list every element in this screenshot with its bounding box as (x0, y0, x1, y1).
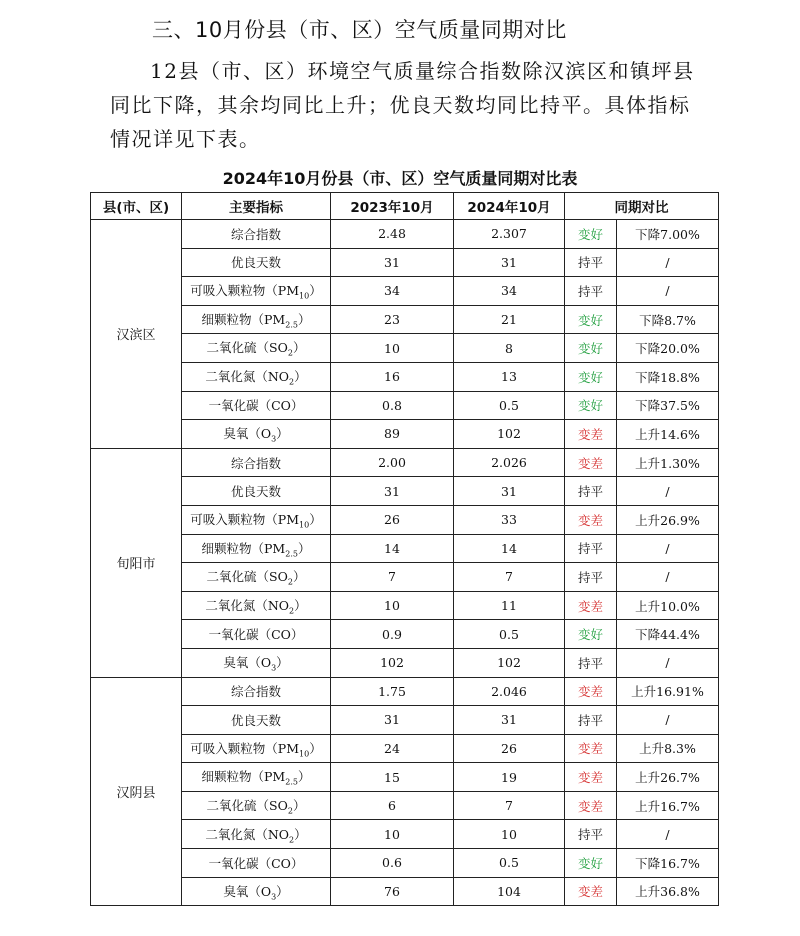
table-row (91, 706, 719, 735)
table-body (91, 220, 719, 906)
indicator-cell (182, 277, 331, 306)
value-2023: 0.6 (331, 849, 454, 878)
indicator-label: 二氧化氮（NO (205, 597, 290, 613)
indicator-cell (182, 391, 331, 420)
trend-cell: 变差 (565, 505, 617, 534)
value-2023: 16 (331, 362, 454, 391)
indicator-cell (182, 706, 331, 735)
trend-cell: 变好 (565, 620, 617, 649)
indicator-subscript: 2.5 (285, 549, 298, 559)
indicator-cell (182, 534, 331, 563)
indicator-suffix: ） (292, 340, 306, 356)
indicator-subscript: 2.5 (285, 320, 298, 330)
indicator-suffix: ） (276, 426, 289, 442)
value-2024: 13 (454, 362, 565, 391)
indicator-suffix: ） (292, 797, 306, 813)
value-2023: 31 (331, 477, 454, 506)
indicator-cell (182, 877, 331, 906)
indicator-label: 可吸入颗粒物（PM (190, 283, 299, 299)
indicator-subscript: 2.5 (285, 777, 298, 787)
value-2023: 0.8 (331, 391, 454, 420)
table-row (91, 277, 719, 306)
value-2024: 21 (454, 305, 565, 334)
indicator-subscript: 2 (289, 835, 295, 845)
indicator-label: 臭氧（O (223, 654, 272, 670)
indicator-cell (182, 448, 331, 477)
value-2024: 7 (454, 563, 565, 592)
indicator-cell (182, 362, 331, 391)
table-row (91, 763, 719, 792)
table-row (91, 248, 719, 277)
value-2024: 2.046 (454, 677, 565, 706)
change-cell: / (617, 648, 719, 677)
indicator-label: 综合指数 (230, 455, 281, 471)
indicator-label: 优良天数 (230, 712, 281, 728)
change-cell: / (617, 820, 719, 849)
trend-cell: 变好 (565, 849, 617, 878)
change-cell: 下降7.00% (617, 220, 719, 249)
trend-cell: 变差 (565, 448, 617, 477)
indicator-label: 综合指数 (230, 226, 281, 242)
header-compare: 同期对比 (565, 193, 719, 220)
indicator-suffix: ） (297, 769, 311, 785)
indicator-subscript: 2 (289, 377, 295, 387)
trend-cell: 变好 (565, 220, 617, 249)
value-2023: 10 (331, 820, 454, 849)
indicator-suffix: ） (294, 597, 307, 613)
value-2024: 7 (454, 791, 565, 820)
change-cell: 下降20.0% (617, 334, 719, 363)
indicator-label: 二氧化氮（NO (205, 826, 290, 842)
header-county: 县(市、区) (91, 193, 182, 220)
value-2024: 102 (454, 648, 565, 677)
indicator-subscript: 3 (271, 434, 277, 444)
table-row (91, 534, 719, 563)
indicator-suffix: ） (292, 569, 306, 585)
value-2024: 102 (454, 420, 565, 449)
indicator-subscript: 10 (299, 520, 310, 530)
value-2023: 31 (331, 706, 454, 735)
county-name: 汉阴县 (91, 677, 182, 906)
trend-cell: 变差 (565, 763, 617, 792)
indicator-suffix: ） (309, 511, 322, 527)
value-2023: 10 (331, 334, 454, 363)
indicator-cell (182, 791, 331, 820)
change-cell: / (617, 534, 719, 563)
change-cell: / (617, 277, 719, 306)
table-row (91, 420, 719, 449)
indicator-subscript: 2 (289, 606, 295, 616)
header-2023: 2023年10月 (331, 193, 454, 220)
value-2024: 33 (454, 505, 565, 534)
indicator-suffix: ） (276, 883, 289, 899)
table-row (91, 505, 719, 534)
county-name: 汉滨区 (91, 220, 182, 449)
change-cell: / (617, 248, 719, 277)
value-2024: 8 (454, 334, 565, 363)
table-row (91, 734, 719, 763)
indicator-suffix: ） (309, 740, 322, 756)
indicator-cell (182, 820, 331, 849)
value-2023: 89 (331, 420, 454, 449)
indicator-label: 二氧化硫（SO (206, 569, 288, 585)
table-row (91, 877, 719, 906)
table-row (91, 791, 719, 820)
trend-cell: 变好 (565, 305, 617, 334)
table-row (91, 391, 719, 420)
indicator-label: 可吸入颗粒物（PM (190, 740, 299, 756)
trend-cell: 持平 (565, 706, 617, 735)
change-cell: 上升16.7% (617, 791, 719, 820)
table-row (91, 563, 719, 592)
indicator-label: 细颗粒物（PM (201, 311, 286, 327)
table-title: 2024年10月份县（市、区）空气质量同期对比表 (222, 169, 578, 188)
change-cell: 上升10.0% (617, 591, 719, 620)
value-2023: 31 (331, 248, 454, 277)
value-2023: 24 (331, 734, 454, 763)
trend-cell: 变差 (565, 734, 617, 763)
value-2023: 76 (331, 877, 454, 906)
indicator-cell (182, 248, 331, 277)
value-2024: 31 (454, 477, 565, 506)
change-cell: / (617, 563, 719, 592)
value-2023: 15 (331, 763, 454, 792)
value-2024: 14 (454, 534, 565, 563)
table-row (91, 362, 719, 391)
value-2023: 0.9 (331, 620, 454, 649)
indicator-cell (182, 563, 331, 592)
table-row (91, 648, 719, 677)
indicator-suffix: ） (297, 311, 311, 327)
table-header-row (91, 193, 719, 220)
indicator-cell (182, 591, 331, 620)
value-2024: 31 (454, 706, 565, 735)
table-row (91, 820, 719, 849)
section-heading: 三、10月份县（市、区）空气质量同期对比 (152, 18, 567, 42)
indicator-cell (182, 334, 331, 363)
indicator-cell (182, 677, 331, 706)
indicator-cell (182, 220, 331, 249)
indicator-label: 细颗粒物（PM (201, 540, 286, 556)
value-2023: 7 (331, 563, 454, 592)
trend-cell: 持平 (565, 563, 617, 592)
value-2024: 2.026 (454, 448, 565, 477)
indicator-subscript: 10 (299, 291, 310, 301)
table-row (91, 477, 719, 506)
value-2023: 14 (331, 534, 454, 563)
value-2023: 10 (331, 591, 454, 620)
trend-cell: 变差 (565, 791, 617, 820)
change-cell: 下降16.7% (617, 849, 719, 878)
value-2024: 31 (454, 248, 565, 277)
indicator-label: 优良天数 (230, 484, 281, 500)
value-2024: 10 (454, 820, 565, 849)
value-2023: 2.48 (331, 220, 454, 249)
indicator-cell (182, 420, 331, 449)
value-2024: 19 (454, 763, 565, 792)
table-row (91, 849, 719, 878)
indicator-label: 一氧化碳（CO） (208, 855, 304, 871)
change-cell: 下降44.4% (617, 620, 719, 649)
value-2024: 11 (454, 591, 565, 620)
trend-cell: 持平 (565, 534, 617, 563)
value-2024: 0.5 (454, 391, 565, 420)
indicator-cell (182, 849, 331, 878)
indicator-label: 臭氧（O (223, 883, 272, 899)
indicator-cell (182, 648, 331, 677)
trend-cell: 变差 (565, 591, 617, 620)
indicator-label: 二氧化硫（SO (206, 797, 288, 813)
trend-cell: 变好 (565, 362, 617, 391)
value-2023: 1.75 (331, 677, 454, 706)
value-2023: 102 (331, 648, 454, 677)
county-name: 旬阳市 (91, 448, 182, 677)
air-quality-table (90, 192, 719, 906)
value-2024: 26 (454, 734, 565, 763)
value-2023: 26 (331, 505, 454, 534)
header-indicator: 主要指标 (182, 193, 331, 220)
value-2024: 104 (454, 877, 565, 906)
change-cell: 下降8.7% (617, 305, 719, 334)
indicator-cell (182, 620, 331, 649)
indicator-suffix: ） (297, 540, 311, 556)
indicator-label: 二氧化氮（NO (205, 369, 290, 385)
trend-cell: 变好 (565, 334, 617, 363)
trend-cell: 持平 (565, 820, 617, 849)
change-cell: 上升16.91% (617, 677, 719, 706)
change-cell: 上升8.3% (617, 734, 719, 763)
value-2023: 6 (331, 791, 454, 820)
indicator-label: 优良天数 (230, 255, 281, 271)
trend-cell: 变好 (565, 391, 617, 420)
table-row (91, 305, 719, 334)
table-row (91, 448, 719, 477)
indicator-label: 细颗粒物（PM (201, 769, 286, 785)
value-2023: 34 (331, 277, 454, 306)
indicator-suffix: ） (294, 369, 307, 385)
table-row (91, 591, 719, 620)
indicator-subscript: 2 (287, 348, 293, 358)
indicator-subscript: 2 (287, 577, 293, 587)
change-cell: 上升1.30% (617, 448, 719, 477)
change-cell: / (617, 706, 719, 735)
change-cell: 上升36.8% (617, 877, 719, 906)
indicator-subscript: 3 (271, 663, 277, 673)
indicator-suffix: ） (294, 826, 307, 842)
indicator-suffix: ） (309, 283, 322, 299)
indicator-cell (182, 305, 331, 334)
table-row (91, 334, 719, 363)
indicator-subscript: 3 (271, 892, 277, 902)
value-2024: 34 (454, 277, 565, 306)
indicator-cell (182, 763, 331, 792)
header-2024: 2024年10月 (454, 193, 565, 220)
table-row (91, 220, 719, 249)
trend-cell: 持平 (565, 648, 617, 677)
indicator-subscript: 10 (299, 749, 310, 759)
value-2024: 0.5 (454, 849, 565, 878)
trend-cell: 变差 (565, 877, 617, 906)
intro-paragraph: 12县（市、区）环境空气质量综合指数除汉滨区和镇坪县同比下降，其余均同比上升；优良天数均同比持平。具体指标情况详见下表。 (110, 59, 695, 151)
trend-cell: 持平 (565, 248, 617, 277)
indicator-label: 一氧化碳（CO） (208, 398, 304, 414)
table-row (91, 620, 719, 649)
trend-cell: 变差 (565, 420, 617, 449)
indicator-suffix: ） (276, 654, 289, 670)
indicator-cell (182, 505, 331, 534)
indicator-label: 一氧化碳（CO） (208, 627, 304, 643)
change-cell: 上升14.6% (617, 420, 719, 449)
value-2023: 2.00 (331, 448, 454, 477)
trend-cell: 变差 (565, 677, 617, 706)
table-row (91, 677, 719, 706)
change-cell: 上升26.7% (617, 763, 719, 792)
change-cell: 下降18.8% (617, 362, 719, 391)
indicator-cell (182, 734, 331, 763)
change-cell: 上升26.9% (617, 505, 719, 534)
indicator-subscript: 2 (287, 806, 293, 816)
indicator-label: 臭氧（O (223, 426, 272, 442)
value-2023: 23 (331, 305, 454, 334)
value-2024: 2.307 (454, 220, 565, 249)
indicator-label: 可吸入颗粒物（PM (190, 511, 299, 527)
change-cell: / (617, 477, 719, 506)
change-cell: 下降37.5% (617, 391, 719, 420)
indicator-label: 综合指数 (230, 684, 281, 700)
trend-cell: 持平 (565, 277, 617, 306)
value-2024: 0.5 (454, 620, 565, 649)
indicator-cell (182, 477, 331, 506)
trend-cell: 持平 (565, 477, 617, 506)
indicator-label: 二氧化硫（SO (206, 340, 288, 356)
